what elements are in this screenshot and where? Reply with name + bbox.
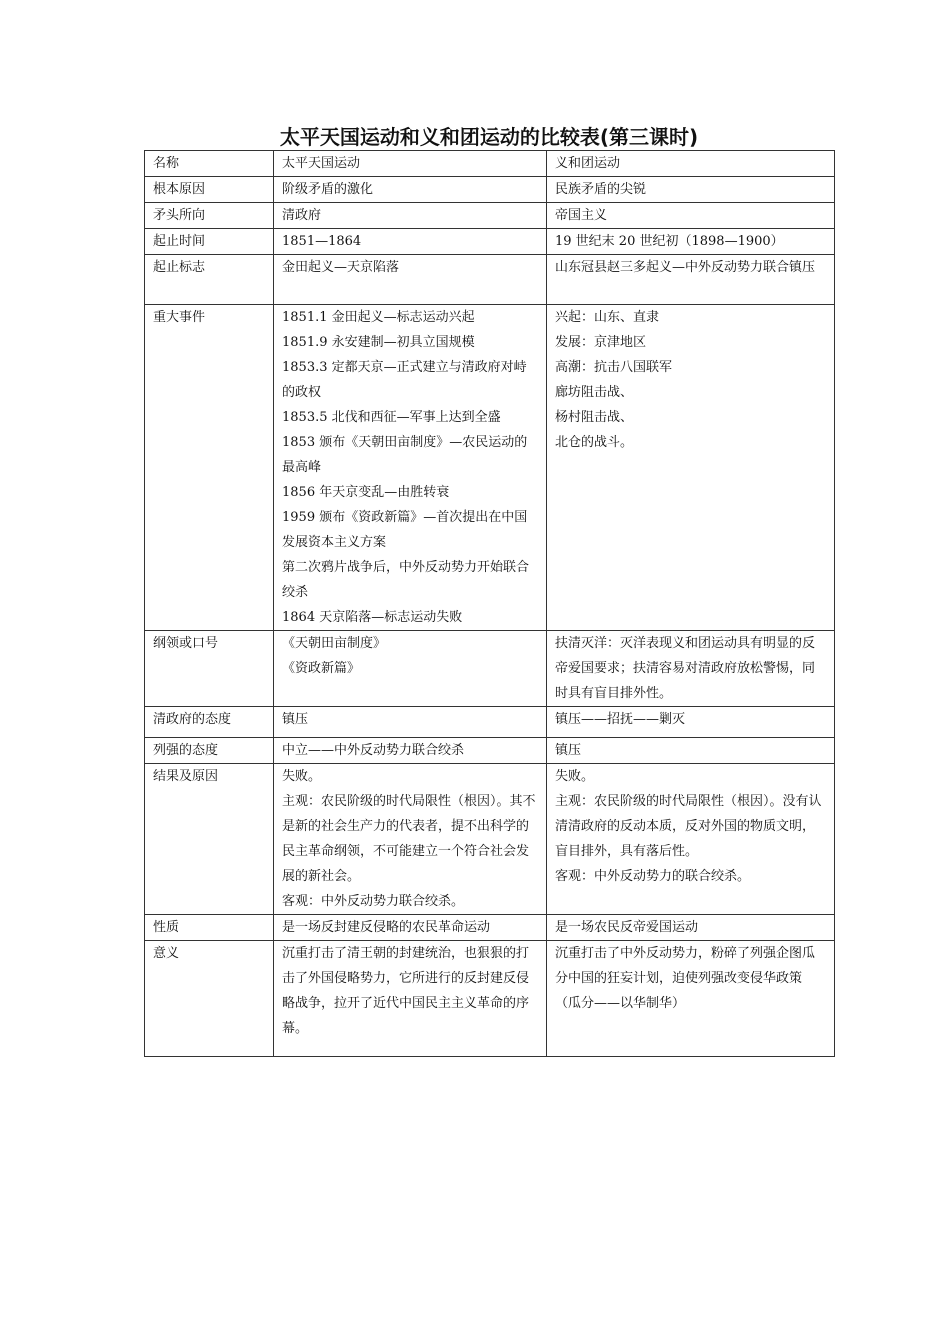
cell-text-line: 中立——中外反动势力联合绞杀 — [282, 743, 465, 758]
table-row — [145, 229, 835, 255]
row-label-cell: 意义 — [145, 941, 274, 1057]
row-label-cell: 清政府的态度 — [145, 707, 274, 738]
cell-text-line: 杨村阻击战、 — [555, 410, 634, 425]
cell-text-line: 第二次鸦片战争后，中外反动势力开始联合绞杀 — [282, 560, 530, 600]
row-label-cell: 列强的态度 — [145, 738, 274, 764]
cell-text-line: 1853.3 定都天京—正式建立与清政府对峙的政权 — [282, 360, 527, 400]
boxer-cell — [547, 229, 835, 255]
row-label-cell: 性质 — [145, 915, 274, 941]
table-row — [145, 203, 835, 229]
taiping-cell — [274, 707, 547, 738]
cell-text-line: 客观：中外反动势力的联合绞杀。 — [555, 869, 751, 884]
table-row — [145, 764, 835, 915]
boxer-cell — [547, 255, 835, 305]
cell-text-line: 1856 年天京变乱—由胜转衰 — [282, 485, 450, 500]
cell-text-line: 帝国主义 — [555, 208, 608, 223]
cell-text-line: 失败。 — [282, 769, 322, 784]
table-row — [145, 738, 835, 764]
boxer-cell — [547, 631, 835, 707]
cell-text-line: 失败。 — [555, 769, 595, 784]
cell-text-line: 镇压——招抚——剿灭 — [555, 712, 686, 727]
cell-text-line: 1851—1864 — [282, 234, 362, 249]
boxer-cell — [547, 177, 835, 203]
row-label-cell: 结果及原因 — [145, 764, 274, 915]
cell-text-line: 是一场农民反帝爱国运动 — [555, 920, 699, 935]
row-label-cell: 起止时间 — [145, 229, 274, 255]
taiping-cell — [274, 941, 547, 1057]
boxer-cell — [547, 764, 835, 915]
cell-text-line: 镇压 — [555, 743, 582, 758]
taiping-cell — [274, 229, 547, 255]
table-header-row — [145, 151, 835, 177]
boxer-cell — [547, 738, 835, 764]
taiping-cell — [274, 738, 547, 764]
comparison-table — [144, 150, 835, 1057]
cell-text-line: 1853.5 北伐和西征—军事上达到全盛 — [282, 410, 501, 425]
cell-text-line: 客观：中外反动势力联合绞杀。 — [282, 894, 465, 909]
cell-text-line: 北仓的战斗。 — [555, 435, 634, 450]
table-row — [145, 941, 835, 1057]
cell-text-line: 是一场反封建反侵略的农民革命运动 — [282, 920, 491, 935]
taiping-cell — [274, 177, 547, 203]
taiping-cell — [274, 764, 547, 915]
table-row — [145, 915, 835, 941]
cell-text-line: 阶级矛盾的激化 — [282, 182, 374, 197]
boxer-cell — [547, 941, 835, 1057]
taiping-cell — [274, 255, 547, 305]
header-cell-taiping: 太平天国运动 — [274, 151, 547, 177]
cell-text-line: 《资政新篇》 — [282, 661, 361, 676]
cell-text-line: 主观：农民阶级的时代局限性（根因）。其不是新的社会生产力的代表者，提不出科学的民主革命纲领，不可能建立一个符合社会发展的新社会。 — [282, 794, 536, 884]
taiping-cell — [274, 305, 547, 631]
cell-text-line: 1864 天京陷落—标志运动失败 — [282, 610, 463, 625]
header-cell-name: 名称 — [145, 151, 274, 177]
table-row — [145, 305, 835, 631]
cell-text-line: 廊坊阻击战、 — [555, 385, 634, 400]
cell-text-line: 1851.1 金田起义—标志运动兴起 — [282, 310, 475, 325]
cell-text-line: 高潮：抗击八国联军 — [555, 360, 673, 375]
table-row — [145, 177, 835, 203]
taiping-cell — [274, 203, 547, 229]
cell-text-line: 民族矛盾的尖锐 — [555, 182, 647, 197]
cell-text-line: 主观：农民阶级的时代局限性（根因）。没有认清清政府的反动本质，反对外国的物质文明，盲目排外，具有落后性。 — [555, 794, 822, 859]
cell-text-line: 清政府 — [282, 208, 322, 223]
cell-text-line: 沉重打击了中外反动势力，粉碎了列强企图瓜分中国的狂妄计划，迫使列强改变侵华政策（瓜分——以华制华） — [555, 946, 816, 1011]
cell-text-line: 兴起：山东、直隶 — [555, 310, 660, 325]
document-title: 太平天国运动和义和团运动的比较表(第三课时) — [279, 125, 699, 149]
cell-text-line: 山东冠县赵三多起义—中外反动势力联合镇压 — [555, 260, 816, 275]
cell-text-line: 扶清灭洋：灭洋表现义和团运动具有明显的反帝爱国要求；扶清容易对清政府放松警惕，同时具有盲目排外性。 — [555, 636, 816, 701]
boxer-cell — [547, 707, 835, 738]
row-label-cell: 重大事件 — [145, 305, 274, 631]
cell-text-line: 19 世纪末 20 世纪初（1898—1900） — [555, 234, 784, 249]
row-label-cell: 矛头所向 — [145, 203, 274, 229]
table-row — [145, 255, 835, 305]
row-label-cell: 起止标志 — [145, 255, 274, 305]
header-cell-boxer: 义和团运动 — [547, 151, 835, 177]
table-row — [145, 707, 835, 738]
taiping-cell — [274, 631, 547, 707]
boxer-cell — [547, 203, 835, 229]
cell-text-line: 1851.9 永安建制—初具立国规模 — [282, 335, 475, 350]
row-label-cell: 根本原因 — [145, 177, 274, 203]
taiping-cell — [274, 915, 547, 941]
cell-text-line: 1959 颁布《资政新篇》—首次提出在中国发展资本主义方案 — [282, 510, 528, 550]
cell-text-line: 发展：京津地区 — [555, 335, 647, 350]
row-label-cell: 纲领或口号 — [145, 631, 274, 707]
cell-text-line: 《天朝田亩制度》 — [282, 636, 387, 651]
cell-text-line: 沉重打击了清王朝的封建统治，也狠狠的打击了外国侵略势力，它所进行的反封建反侵略战争，拉开了近代中国民主主义革命的序幕。 — [282, 946, 530, 1036]
cell-text-line: 镇压 — [282, 712, 309, 727]
cell-text-line: 金田起义—天京陷落 — [282, 260, 400, 275]
boxer-cell — [547, 305, 835, 631]
table-row — [145, 631, 835, 707]
cell-text-line: 1853 颁布《天朝田亩制度》—农民运动的最高峰 — [282, 435, 528, 475]
boxer-cell — [547, 915, 835, 941]
